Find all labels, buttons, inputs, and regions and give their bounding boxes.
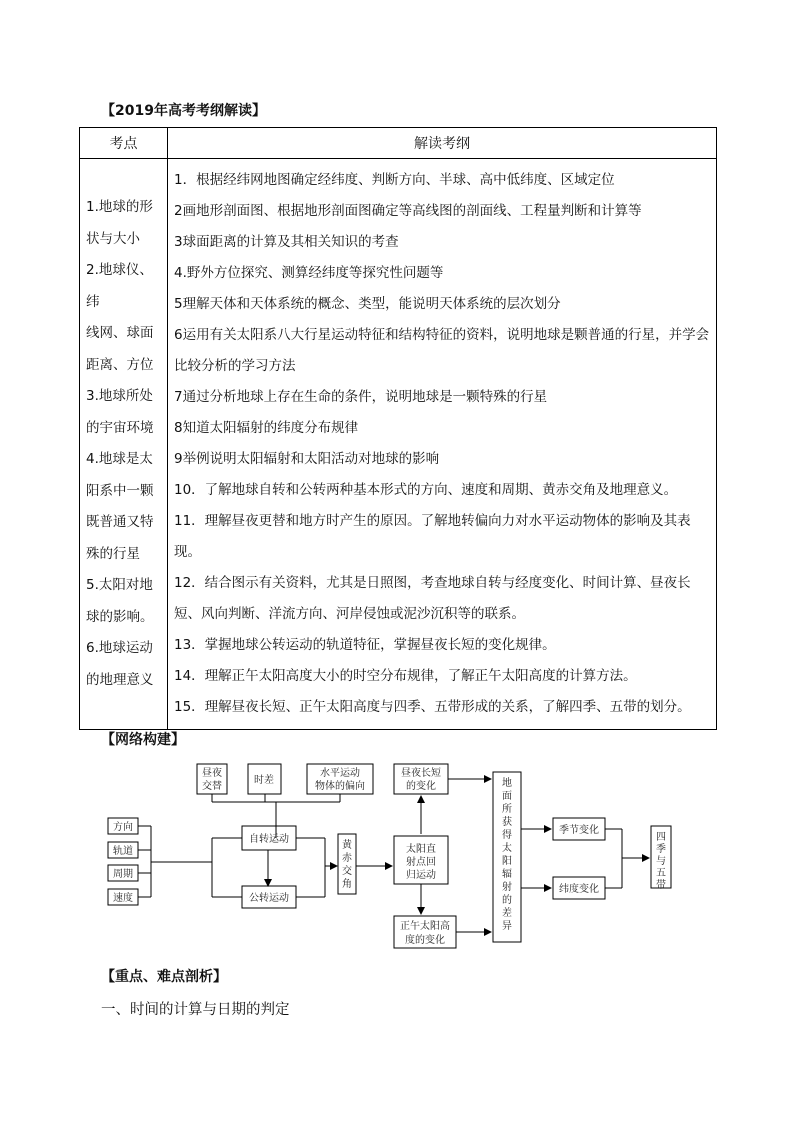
noon-altitude-label: 正午太阳高 (400, 921, 450, 932)
direct-point-label: 射点回 (406, 857, 436, 868)
topic-line: 状与大小 (86, 230, 140, 247)
day-night-label: 交替 (202, 781, 222, 792)
rotation-label: 自转运动 (249, 834, 289, 845)
topic-line: 的地理意义 (86, 671, 154, 688)
topic-line: 线网、球面 (86, 325, 154, 341)
direct-point-label: 归运动 (406, 870, 436, 881)
speed-label: 速度 (113, 893, 133, 904)
topic-line: 4.地球是太 (86, 451, 153, 467)
topic-line: 的宇宙环境 (86, 419, 154, 436)
topic-line: 阳系中一颗 (86, 482, 154, 499)
seasons-zones-char: 五 (656, 868, 666, 879)
requirement-cell (168, 159, 717, 730)
radiation-diff-char: 获 (502, 817, 512, 828)
topic-line: 距离、方位 (86, 356, 154, 373)
topic-cell (80, 159, 168, 730)
radiation-diff-char: 射 (502, 882, 512, 893)
radiation-diff-char: 阳 (502, 856, 512, 867)
radiation-diff-char: 得 (502, 830, 512, 841)
radiation-diff-char: 太 (502, 843, 512, 854)
requirement-item: 5理解天体和天体系统的概念、类型，能说明天体系统的层次划分 (174, 296, 561, 312)
season-change-label: 季节变化 (559, 825, 599, 836)
seasons-zones-char: 带 (656, 880, 666, 891)
requirement-item: 10．了解地球自转和公转两种基本形式的方向、速度和周期、黄赤交角及地理意义。 (174, 482, 678, 498)
latitude-change-label: 纬度变化 (559, 884, 599, 895)
obliquity-char: 黄 (342, 840, 352, 851)
period-label: 周期 (113, 869, 133, 880)
direction-label: 方向 (113, 822, 133, 833)
requirement-item: 14．理解正午太阳高度大小的时空分布规律，了解正午太阳高度的计算方法。 (174, 668, 637, 684)
obliquity-char: 角 (342, 879, 352, 890)
seasons-zones-char: 四 (656, 832, 666, 843)
seasons-zones-char: 与 (656, 856, 666, 867)
day-length-label: 昼夜长短 (401, 768, 441, 779)
section-one-title: 一、时间的计算与日期的判定 (101, 1002, 290, 1018)
table-header-row (80, 128, 717, 159)
topic-line: 6.地球运动 (86, 640, 153, 656)
requirement-item: 4.野外方位探究、测算经纬度等探究性问题等 (174, 265, 444, 281)
syllabus-table (79, 127, 717, 730)
noon-altitude-label: 度的变化 (405, 935, 445, 946)
direct-point-label: 太阳直 (406, 844, 436, 855)
time-diff-label: 时差 (254, 775, 274, 786)
day-length-label: 的变化 (406, 781, 436, 792)
knowledge-network-diagram (100, 756, 690, 952)
requirement-item: 12．结合图示有关资料，尤其是日照图，考查地球自转与经度变化、时间计算、昼夜长短、风向判断、洋流方向、河岸侵蚀或泥沙沉积等的联系。 (174, 575, 691, 622)
seasons-zones-char: 季 (656, 844, 666, 855)
radiation-diff-char: 的 (502, 895, 512, 906)
requirement-item: 15．理解昼夜长短、正午太阳高度与四季、五带形成的关系，了解四季、五带的划分。 (174, 699, 691, 715)
deflection-label: 水平运动 (320, 768, 360, 779)
requirement-item: 13．掌握地球公转运动的轨道特征，掌握昼夜长短的变化规律。 (174, 637, 556, 653)
radiation-diff-char: 地 (502, 778, 512, 789)
obliquity-char: 交 (342, 866, 352, 877)
revolution-label: 公转运动 (249, 893, 289, 904)
col-header-interpretation: 解读考纲 (168, 128, 717, 159)
topic-line: 5.太阳对地 (86, 577, 153, 593)
requirement-item: 2画地形剖面图、根据地形剖面图确定等高线图的剖面线、工程量判断和计算等 (174, 203, 642, 219)
focus-heading: 【重点、难点剖析】 (101, 969, 227, 985)
requirement-item: 1．根据经纬网地图确定经纬度、判断方向、半球、高中低纬度、区域定位 (174, 172, 615, 188)
col-header-topic: 考点 (80, 128, 168, 159)
requirement-item: 9举例说明太阳辐射和太阳活动对地球的影响 (174, 451, 440, 467)
radiation-diff-char: 异 (502, 921, 512, 932)
topic-line: 1.地球的形 (86, 199, 153, 215)
radiation-diff-char: 面 (502, 791, 512, 802)
day-night-label: 昼夜 (202, 768, 222, 779)
radiation-diff-char: 辐 (502, 869, 512, 880)
deflection-label: 物体的偏向 (315, 781, 365, 792)
requirement-item: 6运用有关太阳系八大行星运动特征和结构特征的资料，说明地球是颗普通的行星，并学会比较分析的学习方法 (174, 327, 710, 374)
table-row (80, 159, 717, 730)
radiation-diff-char: 所 (502, 804, 512, 815)
topic-line: 3.地球所处 (86, 388, 153, 404)
radiation-diff-char: 差 (502, 908, 512, 919)
requirement-item: 8知道太阳辐射的纬度分布规律 (174, 420, 359, 436)
requirement-item: 7通过分析地球上存在生命的条件，说明地球是一颗特殊的行星 (174, 389, 548, 405)
obliquity-char: 赤 (342, 853, 352, 864)
requirement-item: 3球面距离的计算及其相关知识的考查 (174, 234, 399, 250)
orbit-label: 轨道 (113, 846, 133, 857)
requirement-item: 11．理解昼夜更替和地方时产生的原因。了解地转偏向力对水平运动物体的影响及其表现。 (174, 513, 691, 560)
topic-line: 2.地球仪、纬 (86, 262, 153, 310)
syllabus-heading: 【2019年高考考纲解读】 (101, 103, 266, 119)
topic-line: 既普通又特 (86, 514, 154, 530)
topic-line: 球的影响。 (86, 608, 154, 625)
network-heading: 【网络构建】 (101, 732, 185, 748)
topic-line: 殊的行星 (86, 545, 140, 562)
